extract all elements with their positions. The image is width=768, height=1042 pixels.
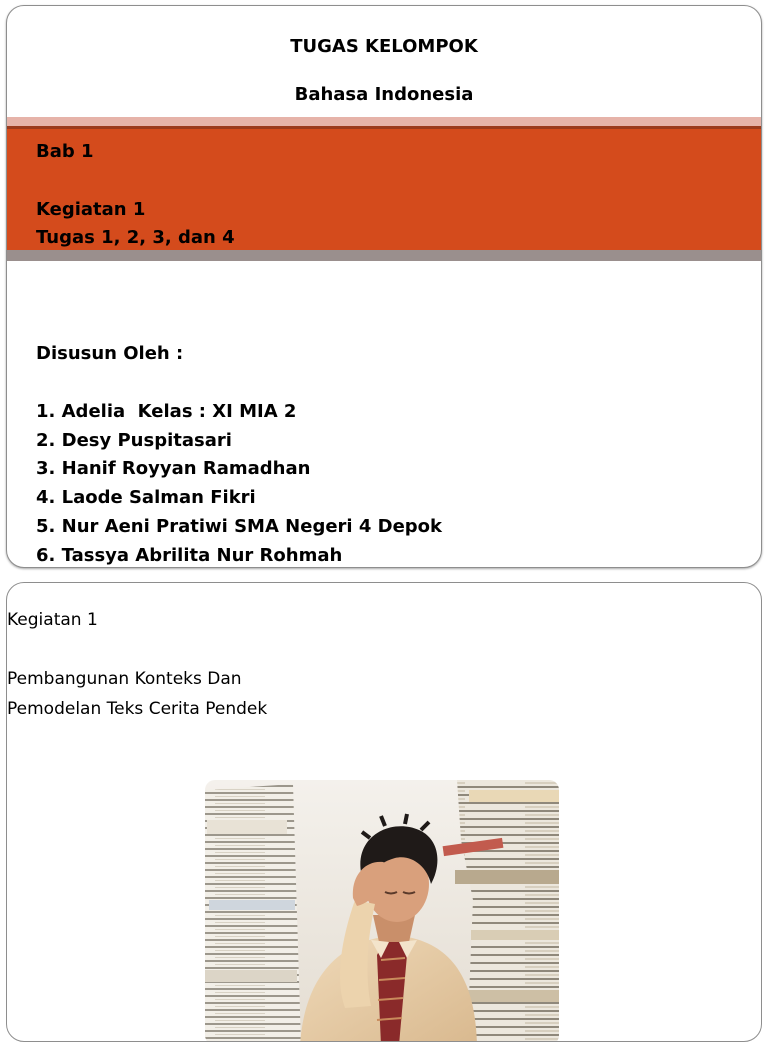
slide-title: TUGAS KELOMPOK [290,36,478,57]
band-line-tugas: Tugas 1, 2, 3, dan 4 [36,227,235,248]
band-gray-stripe [7,250,761,261]
slide2-line: Pembangunan Konteks Dan [7,669,242,689]
slide-1 [6,5,762,568]
stressed-man-with-paper-stacks-photo [205,780,559,1042]
slide-2 [6,582,762,1042]
author-item: 4. Laode Salman Fikri [36,487,256,508]
author-heading: Disusun Oleh : [36,343,184,364]
slide2-heading: Kegiatan 1 [7,610,98,630]
orange-band [7,129,761,250]
slide2-line: Pemodelan Teks Cerita Pendek [7,699,268,719]
author-item: 5. Nur Aeni Pratiwi SMA Negeri 4 Depok [36,516,443,537]
band-line-bab: Bab 1 [36,141,94,162]
slide-subtitle: Bahasa Indonesia [294,84,474,105]
band-line-kegiatan: Kegiatan 1 [36,199,146,220]
author-item: 3. Hanif Royyan Ramadhan [36,458,311,479]
author-item: 6. Tassya Abrilita Nur Rohmah [36,545,343,566]
author-item: 1. Adelia Kelas : XI MIA 2 [36,401,297,422]
author-item: 2. Desy Puspitasari [36,430,232,451]
